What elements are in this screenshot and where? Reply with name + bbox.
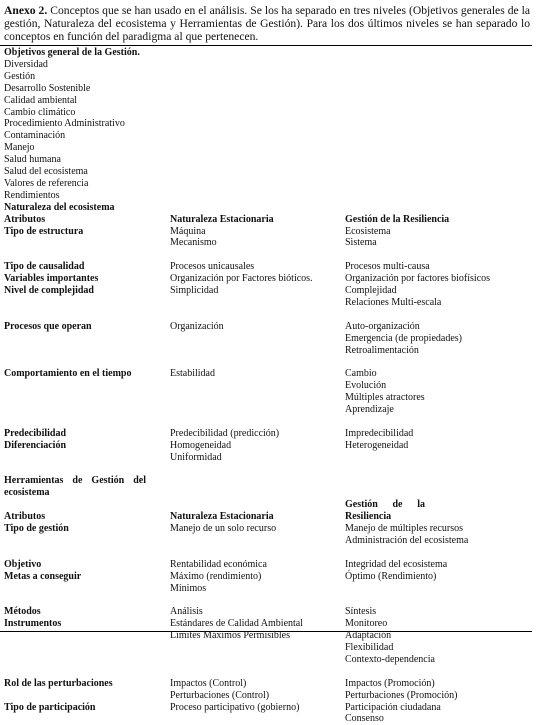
attribute-label: Objetivo (4, 558, 42, 570)
objective-item: Salud humana (4, 154, 61, 166)
resilience-value: Procesos multi-causa (345, 261, 430, 273)
attribute-label: Metas a conseguir (4, 570, 82, 582)
resilience-value: Múltiples atractores (345, 392, 425, 404)
attribute-label: Predecibilidad (4, 427, 67, 439)
stationary-value: Estabilidad (170, 368, 215, 380)
annex-caption (4, 4, 530, 43)
column-header-resilience: Gestión de la (345, 499, 425, 511)
caption-label: Anexo 2. (4, 4, 48, 17)
attribute-label: Tipo de estructura (4, 225, 84, 237)
resilience-value: Auto-organización (345, 320, 420, 332)
attribute-label: Rol de las perturbaciones (4, 677, 113, 689)
attribute-label: Tipo de gestión (4, 523, 69, 534)
resilience-value: Impactos (Promoción) (345, 677, 435, 689)
resilience-value: Óptimo (Rendimiento) (345, 570, 437, 582)
resilience-value: Síntesis (345, 606, 377, 618)
resilience-value: Flexibilidad (345, 642, 394, 653)
objective-item: Diversidad (4, 58, 48, 70)
objective-item: Salud del ecosistema (4, 166, 88, 177)
objective-item: Contaminación (4, 130, 66, 142)
resilience-value: Aprendizaje (345, 404, 394, 415)
attribute-label: Variables importantes (4, 273, 99, 285)
resilience-value: Participación ciudadana (345, 701, 441, 713)
stationary-value: Perturbaciones (Control) (170, 689, 270, 701)
resilience-value: Administración del ecosistema (345, 534, 469, 546)
stationary-value: Impactos (Control) (170, 677, 247, 689)
stationary-value: Máquina (170, 225, 206, 237)
stationary-value: Mínimos (170, 582, 207, 594)
resilience-value: Ecosistema (345, 225, 391, 237)
objective-item: Valores de referencia (4, 177, 89, 189)
column-header-resilience-cont: Resiliencia (345, 511, 392, 523)
attribute-label: Métodos (4, 606, 41, 618)
column-header-stationary: Naturaleza Estacionaria (170, 213, 274, 225)
resilience-value: Sistema (345, 237, 377, 249)
objective-item: Cambio climático (4, 106, 76, 118)
stationary-value: Simplicidad (170, 285, 219, 296)
resilience-value: Contexto-dependencia (345, 653, 435, 665)
stationary-value: Estándares de Calidad Ambiental (170, 618, 304, 630)
stationary-value: Límites Máximos Permisibles (170, 630, 290, 642)
stationary-value: Manejo de un solo recurso (170, 523, 277, 534)
resilience-value: Evolución (345, 380, 387, 392)
stationary-value: Mecanismo (170, 237, 217, 249)
stationary-value: Proceso participativo (gobierno) (170, 701, 300, 713)
resilience-value: Relaciones Multi-escala (345, 296, 442, 308)
resilience-value: Impredecibilidad (345, 427, 414, 439)
objective-item: Procedimiento Administrativo (4, 118, 125, 130)
column-header-attributes: Atributos (4, 213, 46, 225)
section-heading-objectives: Objetivos general de la Gestión. (4, 47, 140, 58)
stationary-value: Organización por Factores bióticos. (170, 273, 313, 285)
objective-item: Desarrollo Sostenible (4, 82, 91, 94)
stationary-value: Uniformidad (170, 451, 222, 463)
resilience-value: Perturbaciones (Promoción) (345, 689, 458, 701)
stationary-value: Procesos unicausales (170, 261, 255, 273)
top-rule (0, 45, 532, 46)
resilience-value: Consenso (345, 713, 384, 725)
resilience-value: Complejidad (345, 285, 397, 296)
stationary-value: Homogeneidad (170, 439, 232, 451)
section-heading-tools: Herramientas de Gestión del (4, 475, 146, 487)
attribute-label: Nivel de complejidad (4, 285, 94, 296)
stationary-value: Máximo (rendimiento) (170, 570, 262, 582)
resilience-value: Organización por factores biofísicos (345, 273, 491, 285)
stationary-value: Organización (170, 320, 224, 332)
attribute-label: Tipo de participación (4, 701, 96, 713)
stationary-value: Análisis (170, 606, 203, 618)
objective-item: Calidad ambiental (4, 94, 78, 106)
resilience-value: Retroalimentación (345, 344, 419, 356)
attribute-label: Procesos que operan (4, 320, 92, 332)
resilience-value: Emergencia (de propiedades) (345, 332, 462, 344)
stationary-value: Predecibilidad (predicción) (170, 427, 280, 439)
resilience-value: Cambio (345, 368, 377, 380)
attribute-label: Instrumentos (4, 618, 62, 630)
section-heading-tools-cont: ecosistema (4, 487, 50, 499)
resilience-value: Adaptación (345, 630, 392, 642)
objective-item: Gestión (4, 70, 36, 82)
attribute-label: Comportamiento en el tiempo (4, 368, 132, 380)
resilience-value: Manejo de múltiples recursos (345, 523, 464, 534)
resilience-value: Heterogeneidad (345, 439, 409, 451)
section-heading-ecosystem: Naturaleza del ecosistema (4, 201, 115, 213)
resilience-value: Integridad del ecosistema (345, 558, 448, 570)
attribute-label: Diferenciación (4, 439, 67, 451)
objective-item: Manejo (4, 142, 35, 154)
caption-text: Conceptos que se han usado en el análisis. Se los ha separado en tres niveles (Objetivos generales de la gestión, Naturaleza del ecosistema y Herramientas de Gestión). Para los dos últimos niveles se han separado lo conceptos en función del paradigma al que pertenecen. (4, 4, 530, 43)
attribute-label: Tipo de causalidad (4, 261, 85, 273)
column-header-attributes: Atributos (4, 511, 46, 523)
objective-item: Rendimientos (4, 189, 60, 201)
column-header-stationary: Naturaleza Estacionaria (170, 511, 274, 523)
column-header-resilience: Gestión de la Resiliencia (345, 213, 450, 225)
resilience-value: Monitoreo (345, 618, 388, 630)
stationary-value: Rentabilidad económica (170, 558, 267, 570)
